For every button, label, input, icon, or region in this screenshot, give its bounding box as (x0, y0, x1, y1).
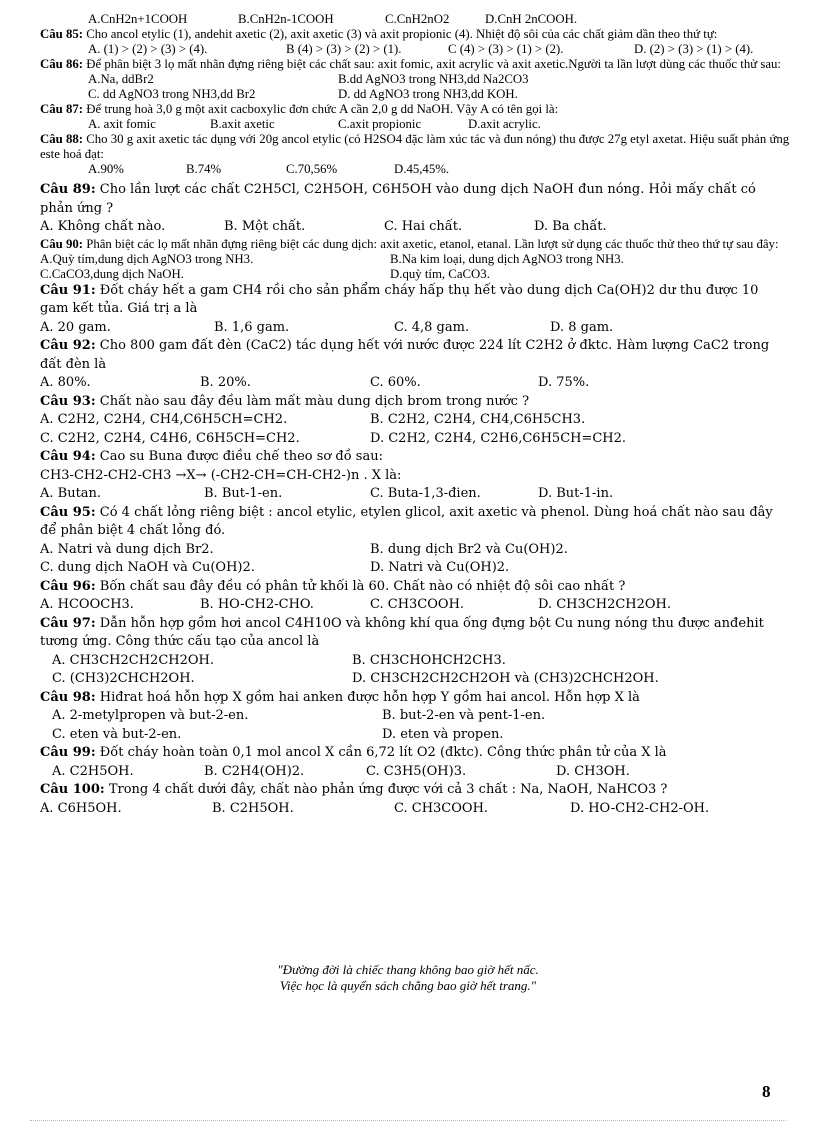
question-label: Câu 96: (40, 578, 96, 594)
option-d: D. CH3CH2CH2CH2OH và (CH3)2CHCH2OH. (352, 671, 659, 686)
question-label: Câu 99: (40, 745, 96, 760)
option-d: D. 75%. (538, 375, 590, 390)
option-c: C. Buta-1,3-đien. (370, 486, 481, 501)
prev-question-options (40, 12, 790, 27)
option-b: B. but-2-en và pent-1-en. (382, 708, 546, 723)
option-b: B. C2H2, C2H4, CH4,C6H5CH3. (370, 412, 586, 427)
option-c: C (4) > (3) > (1) > (2). (448, 42, 564, 56)
question-label: Câu 93: (40, 393, 96, 409)
question-text: Cho lần lượt các chất C2H5Cl, C2H5OH, C6H5OH vào dung dịch NaOH đun nóng. Hỏi mấy chất có phản ứng ? (40, 182, 756, 216)
question-94 (40, 448, 790, 504)
question-label: Câu 89: (40, 182, 96, 197)
option-c: C.axit propionic (338, 117, 422, 131)
option-d: D. dd AgNO3 trong NH3,dd KOH. (338, 87, 518, 101)
option-a: A. Butan. (40, 486, 102, 501)
question-label: Câu 87: (40, 102, 84, 116)
option-b: B. 1,6 gam. (214, 319, 290, 335)
question-89 (40, 181, 790, 237)
question-99 (40, 744, 790, 781)
option-d: D. 8 gam. (550, 319, 614, 335)
option-a: A. axit fomic (88, 117, 156, 131)
question-label: Câu 86: (40, 57, 84, 71)
exam-page (40, 12, 790, 818)
closing-quote (0, 962, 816, 994)
question-98 (40, 689, 790, 745)
option-c: C. (CH3)2CHCH2OH. (52, 671, 195, 686)
option-c: C. dd AgNO3 trong NH3,dd Br2 (88, 87, 256, 101)
question-100 (40, 781, 790, 818)
question-text: Để phân biệt 3 lọ mất nhãn đựng riêng biệt các chất sau: axit fomic, axit acrylic và axit axetic.Người ta lần lượt dùng các thuốc thử sau: (86, 57, 781, 71)
question-label: Câu 98: (40, 689, 96, 705)
question-text: Chất nào sau đây đều làm mất màu dung dịch brom trong nước ? (99, 393, 530, 409)
option-c: C. C3H5(OH)3. (366, 763, 467, 779)
page-number: 8 (762, 1082, 771, 1101)
option-a: A. 2-metylpropen và but-2-en. (52, 708, 249, 723)
option-d: D. CH3CH2CH2OH. (538, 597, 672, 612)
option-a: A. C2H5OH. (52, 763, 134, 779)
quote-line-2: Việc học là quyển sách chẳng bao giờ hết trang." (279, 978, 537, 993)
option-c: C. dung dịch NaOH và Cu(OH)2. (40, 560, 255, 575)
question-text: Cao su Buna được điều chế theo sơ đồ sau: (99, 449, 383, 464)
option-a: A. CH3CH2CH2CH2OH. (52, 652, 214, 668)
option-d: D. (2) > (3) > (1) > (4). (634, 42, 754, 56)
question-93 (40, 393, 790, 449)
option-c: C. C2H2, C2H4, C4H6, C6H5CH=CH2. (40, 430, 300, 446)
option-d: D. CH3OH. (556, 763, 630, 779)
option-c: C. eten và but-2-en. (52, 726, 182, 742)
option-c: C. Hai chất. (384, 219, 463, 234)
question-text: Hiđrat hoá hỗn hợp X gồm hai anken được hỗn hợp Y gồm hai ancol. Hỗn hợp X là (99, 689, 640, 705)
option-b: B.dd AgNO3 trong NH3,dd Na2CO3 (338, 72, 529, 86)
option-a: A. C2H2, C2H4, CH4,C6H5CH=CH2. (40, 412, 288, 427)
option-b: B.axit axetic (210, 117, 275, 131)
question-label: Câu 85: (40, 27, 84, 41)
option-d: D.CnH 2nCOOH. (485, 12, 578, 26)
option-a: A. 20 gam. (40, 319, 111, 335)
question-text: Cho 800 gam đất đèn (CaC2) tác dụng hết với nước được 224 lít C2H2 ở đktc. Hàm lượng CaC2 trong đất đèn là (40, 338, 770, 372)
option-c: C. CH3COOH. (394, 800, 489, 816)
option-a: A. Natri và dung dịch Br2. (40, 541, 214, 557)
question-88 (40, 132, 790, 177)
question-text: Đốt cháy hết a gam CH4 rồi cho sản phẩm cháy hấp thụ hết vào dung dịch Ca(OH)2 dư thu được 10 gam kết tủa. Giá trị a là (40, 282, 759, 316)
option-a: A. HCOOCH3. (40, 597, 134, 612)
question-text: Có 4 chất lỏng riêng biệt : ancol etylic, etylen glicol, axit axetic và phenol. Dùng hoá chất nào sau đây để phân biệt 4 chất lỏng đó. (40, 504, 773, 538)
option-c: C. 4,8 gam. (394, 319, 470, 335)
option-a: A. C6H5OH. (40, 800, 122, 816)
question-text: Để trung hoà 3,0 g một axit cacboxylic đơn chức A cần 2,0 g dd NaOH. Vậy A có tên gọi là: (86, 102, 559, 116)
option-d: D.45,45%. (394, 162, 450, 176)
option-b: B. 20%. (200, 375, 251, 390)
question-91 (40, 282, 790, 338)
question-90 (40, 237, 790, 282)
option-b: B. C2H4(OH)2. (204, 763, 305, 779)
question-85 (40, 27, 790, 57)
question-label: Câu 97: (40, 615, 96, 631)
question-96 (40, 578, 790, 615)
option-b: B. But-1-en. (204, 486, 283, 501)
footer-divider (30, 1120, 786, 1121)
reaction-scheme: CH3-CH2-CH2-CH3 →X→ (-CH2-CH=CH-CH2-)n . X là: (40, 467, 402, 483)
option-b: B.Na kim loại, dung dịch AgNO3 trong NH3. (390, 251, 624, 266)
option-d: D. HO-CH2-CH2-OH. (570, 800, 710, 816)
option-c: C. CH3COOH. (370, 597, 465, 612)
question-95 (40, 504, 790, 578)
option-d: D.axit acrylic. (468, 117, 541, 131)
option-c: C.CnH2nO2 (385, 12, 450, 26)
question-label: Câu 91: (40, 282, 96, 298)
question-label: Câu 88: (40, 132, 84, 146)
option-b: B. HO-CH2-CHO. (200, 597, 314, 612)
option-b: B (4) > (3) > (2) > (1). (286, 42, 402, 56)
question-97 (40, 615, 790, 689)
question-text: Cho 30 g axit axetic tác dụng với 20g ancol etylic (có H2SO4 đặc làm xúc tác và đun nóng) thu được 27g etyl axetat. Hiệu suất phản ứng este hoá đạt: (40, 132, 790, 161)
option-d: D. Ba chất. (534, 219, 607, 234)
option-b: B. CH3CHOHCH2CH3. (352, 652, 506, 668)
question-label: Câu 90: (40, 236, 84, 251)
question-text: Cho ancol etylic (1), andehit axetic (2), axit axetic (3) và axit propionic (4). Nhiệt độ sôi của các chất giảm dần theo thứ tự: (86, 27, 718, 41)
question-label: Câu 100: (40, 782, 105, 797)
option-a: A. Không chất nào. (40, 219, 166, 234)
option-b: B. dung dịch Br2 và Cu(OH)2. (370, 541, 568, 557)
option-a: A. 80%. (40, 375, 91, 390)
question-label: Câu 94: (40, 449, 96, 464)
question-86 (40, 57, 790, 102)
option-c: C. 60%. (370, 375, 421, 390)
question-87 (40, 102, 790, 132)
option-d: D.quỳ tím, CaCO3. (390, 266, 490, 281)
option-b: B. C2H5OH. (212, 800, 294, 816)
quote-line-1: "Đường đời là chiếc thang không bao giờ hết nấc. (277, 962, 539, 977)
option-a: A. (1) > (2) > (3) > (4). (88, 42, 208, 56)
option-a: A.CnH2n+1COOH (88, 12, 188, 26)
option-d: D. eten và propen. (382, 726, 504, 742)
question-label: Câu 92: (40, 338, 96, 353)
option-a: A.90% (88, 162, 124, 176)
question-text: Phân biệt các lọ mất nhãn đựng riêng biệt các dung dịch: axit axetic, etanol, etanal. Lần lượt sử dụng các thuốc thử theo thứ tự sau đây: (86, 236, 779, 251)
option-a: A.Quỳ tím,dung dịch AgNO3 trong NH3. (40, 251, 254, 266)
option-a: A.Na, ddBr2 (88, 72, 154, 86)
option-c: C.CaCO3,dung dịch NaOH. (40, 266, 184, 281)
option-c: C.70,56% (286, 162, 338, 176)
option-b: B.74% (186, 162, 222, 176)
option-d: D. But-1-in. (538, 486, 614, 501)
question-92 (40, 337, 790, 393)
question-text: Bốn chất sau đây đều có phân tử khối là 60. Chất nào có nhiệt độ sôi cao nhất ? (99, 578, 626, 594)
option-d: D. Natri và Cu(OH)2. (370, 560, 510, 575)
option-d: D. C2H2, C2H4, C2H6,C6H5CH=CH2. (370, 430, 627, 446)
question-text: Dẫn hỗn hợp gồm hơi ancol C4H10O và không khí qua ống đựng bột Cu nung nóng thu được anđehit tương ứng. Công thức cấu tạo của ancol là (40, 615, 764, 649)
option-b: B. Một chất. (224, 219, 306, 234)
question-label: Câu 95: (40, 504, 96, 520)
question-text: Trong 4 chất dưới đây, chất nào phản ứng được với cả 3 chất : Na, NaOH, NaHCO3 ? (108, 782, 668, 797)
option-b: B.CnH2n-1COOH (238, 12, 334, 26)
question-text: Đốt cháy hoàn toàn 0,1 mol ancol X cần 6,72 lít O2 (đktc). Công thức phân tử của X là (99, 745, 667, 760)
